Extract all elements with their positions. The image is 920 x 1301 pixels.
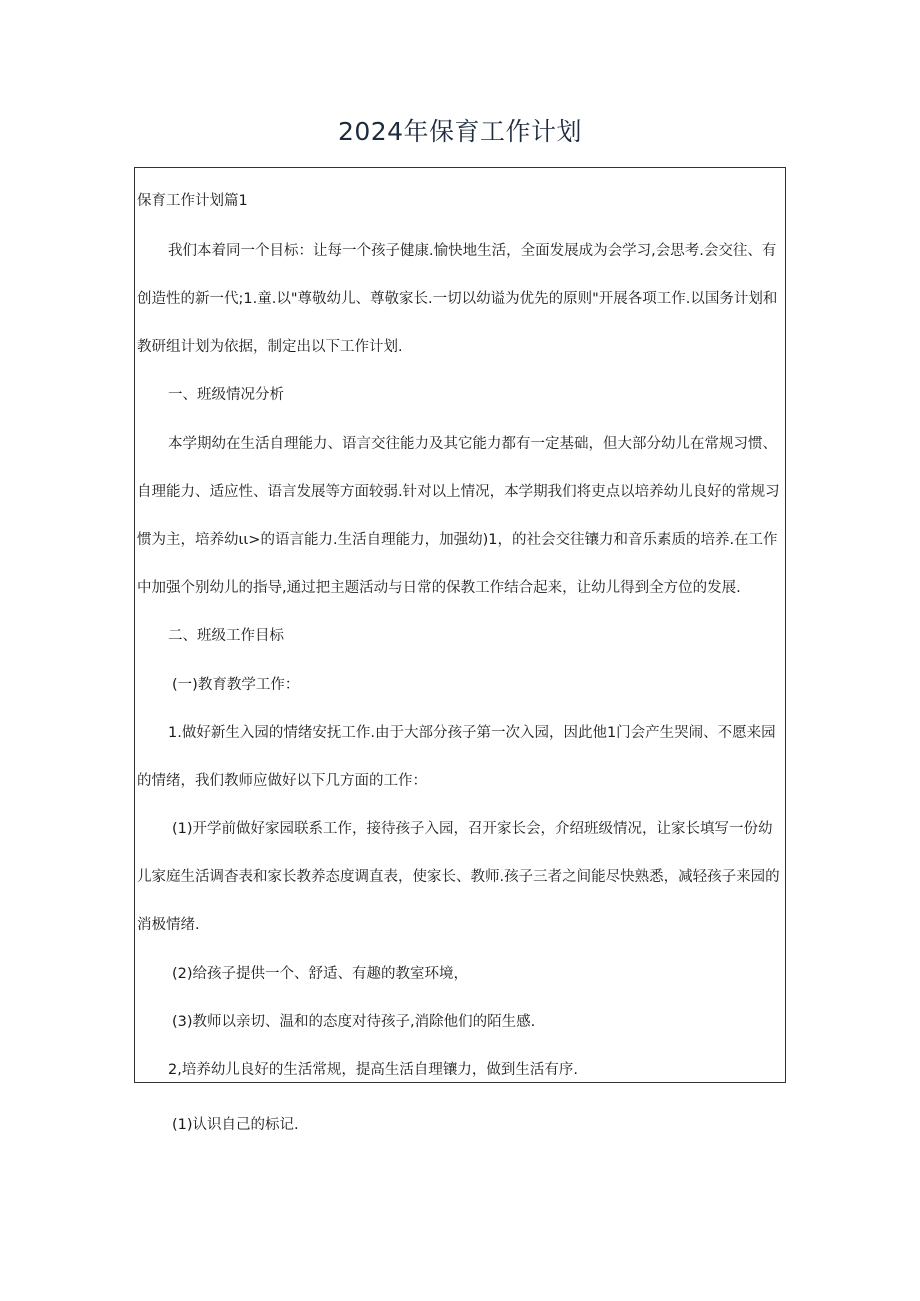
paragraph-line: 儿家庭生活调杳表和家长教养态度调直表，使家长、教师.孩子三者之间能尽快熟悉，减轻孩子来园的: [137, 869, 780, 885]
paragraph-line: 我们本着同一个目标：让每一个孩子健康.愉快地生活，全面发展成为会学习,会思考.会交往、有: [168, 243, 777, 259]
paragraph-line: 2,培养幼儿良好的生活常规，提高生活自理镶力，做到生活有序.: [168, 1062, 578, 1078]
paragraph-line: 教研组计划为依据，制定出以下工作计划.: [137, 339, 403, 355]
paragraph-line: 1.做好新生入园的情绪安抚工作.由于大部分孩子第一次入园，因此他1门会产生哭闹、不愿来园: [168, 725, 776, 741]
page-title: 2024年保育工作计划: [337, 117, 583, 146]
paragraph-line-after-box: (1)认识自己的标记.: [172, 1117, 299, 1133]
paragraph-line: 创造性的新一代;1.童.以"尊敬幼儿、尊敬家长.一切以幼谥为优先的原则"开展各项工作.以国务计划和: [137, 291, 778, 307]
paragraph-line: (1)开学前做好家园联系工作，接待孩子入园，召开家长会，介绍班级情况，让家长填写一份幼: [172, 821, 773, 837]
paragraph-line: 的情绪，我们教师应做好以下几方面的工作：: [137, 773, 427, 789]
paragraph-line: 中加强个别幼儿的指导,通过把主题活动与日常的保教工作结合起来，让幼儿得到全方位的发展.: [137, 580, 741, 596]
subsection-heading: (一)教育教学工作：: [172, 677, 300, 693]
paragraph-line: (3)教师以亲切、温和的态度对待孩子,消除他们的陌生感.: [172, 1014, 536, 1030]
paragraph-line: 惯为主，培养幼ιι>的语言能力.生活自理能力，加强幼)1，的社会交往镶力和音乐素质的培养.在工作: [137, 532, 778, 548]
section-heading: 一、班级情况分析: [168, 387, 284, 403]
paragraph-line: (2)给孩子提供一个、舒适、有趣的教室环境，: [172, 966, 469, 982]
paragraph-line: 自理能力、适应性、语言发展等方面较弱.针对以上情况，本学期我们将吏点以培养幼儿良好的常规习: [137, 484, 780, 500]
section-title: 保育工作计划篇1: [137, 193, 248, 209]
paragraph-line: 消极情绪.: [137, 917, 200, 933]
paragraph-line: 本学期幼在生活自理能力、语言交往能力及其它能力都有一定基础，但大部分幼儿在常规习惯、: [168, 436, 777, 452]
section-heading: 二、班级工作目标: [168, 628, 284, 644]
content-box: [134, 167, 786, 1083]
